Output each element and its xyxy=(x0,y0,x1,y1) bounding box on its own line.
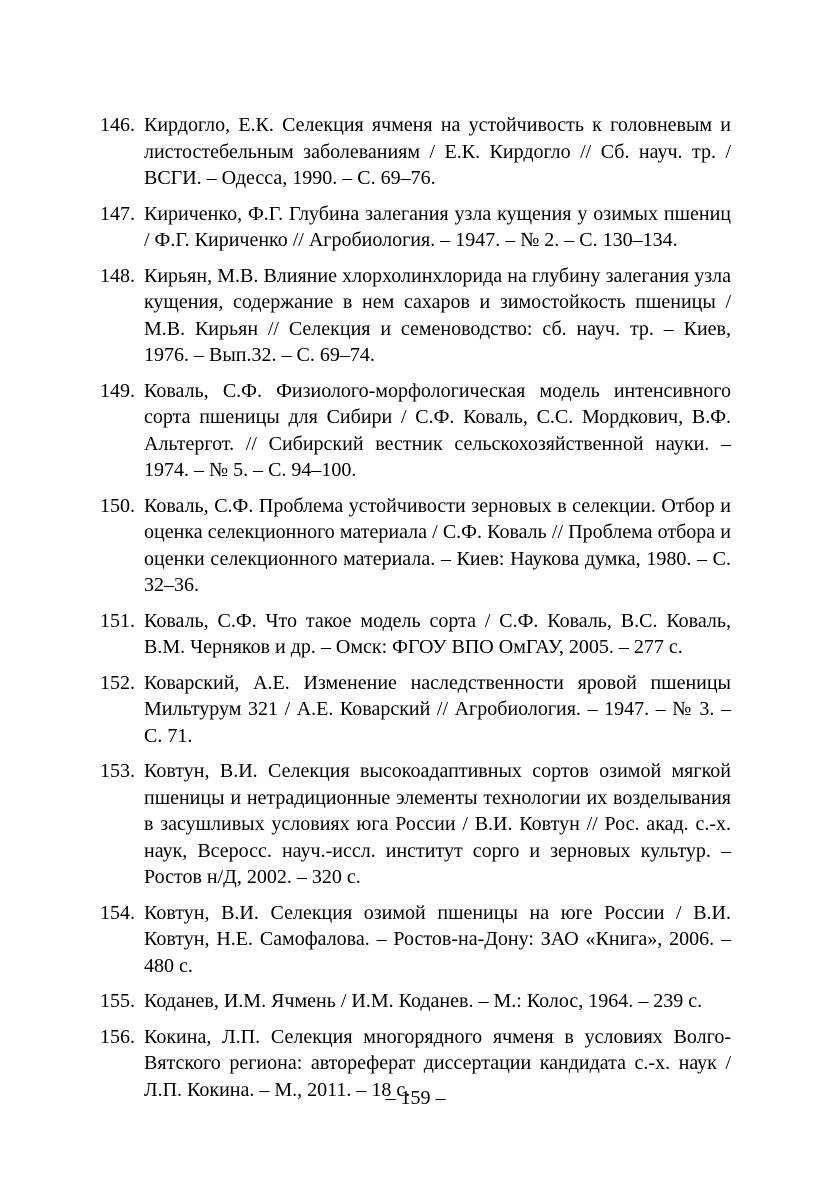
reference-item xyxy=(100,201,731,254)
reference-text: Ковтун, В.И. Селекция высокоадаптивных сортов озимой мягкой пшеницы и нетрадиционные элементы технологии их возделывания в засушливых условиях юга России / В.И. Ковтун // Рос. акад. с.-х. наук, Всеросс. науч.-иссл. институт сорго и зерновых культур. – Ростов н/Д, 2002. – 320 с. xyxy=(144,760,731,888)
reference-text: Коваль, С.Ф. Что такое модель сорта / С.Ф. Коваль, В.С. Коваль, В.М. Черняков и др. – Омск: ФГОУ ВПО ОмГАУ, 2005. – 277 с. xyxy=(144,609,731,658)
reference-text: Кирдогло, Е.К. Селекция ячменя на устойчивость к головневым и листостебельным заболеваниям / Е.К. Кирдогло // Сб. науч. тр. / ВСГИ. – Одесса, 1990. – С. 69–76. xyxy=(144,114,731,189)
reference-number: 150. xyxy=(100,494,135,517)
reference-text: Коваль, С.Ф. Физиолого-морфологическая модель интенсивного сорта пшеницы для Сибири / С.Ф. Коваль, С.С. Мордкович, В.Ф. Альтергот. // Сибирский вестник сельскохозяйственной науки. – 1974. – № 5. – С. 94–100. xyxy=(144,379,731,481)
reference-number: 156. xyxy=(100,1025,135,1048)
reference-item xyxy=(100,988,731,1015)
reference-item xyxy=(100,758,731,891)
reference-number: 152. xyxy=(100,671,135,694)
reference-text: Кокина, Л.П. Селекция многорядного ячменя в условиях Волго-Вятского региона: автореферат диссертации кандидата с.-х. наук / Л.П. Кокина. – М., 2011. – 18 с. xyxy=(144,1025,731,1101)
reference-item xyxy=(100,670,731,750)
reference-item xyxy=(100,263,731,369)
reference-number: 151. xyxy=(100,609,135,632)
reference-item xyxy=(100,378,731,484)
reference-item xyxy=(100,900,731,980)
reference-number: 149. xyxy=(100,379,135,402)
reference-item xyxy=(100,112,731,192)
reference-item xyxy=(100,608,731,661)
reference-text: Кириченко, Ф.Г. Глубина залегания узла кущения у озимых пшениц / Ф.Г. Кириченко // Агробиология. – 1947. – № 2. – С. 130–134. xyxy=(144,202,731,251)
reference-text: Коваль, С.Ф. Проблема устойчивости зерновых в селекции. Отбор и оценка селекционного материала / С.Ф. Коваль // Проблема отбора и оценки селекционного материала. – Киев: Наукова думка, 1980. – С. 32–36. xyxy=(144,494,731,596)
reference-list xyxy=(100,112,731,1112)
reference-number: 146. xyxy=(100,114,135,136)
reference-number: 155. xyxy=(100,990,135,1012)
page-number: – 159 – xyxy=(385,1087,446,1109)
reference-number: 154. xyxy=(100,901,135,924)
reference-text: Ковтун, В.И. Селекция озимой пшеницы на юге России / В.И. Ковтун, Н.Е. Самофалова. – Ростов-на-Дону: ЗАО «Книга», 2006. – 480 с. xyxy=(144,901,731,977)
reference-text: Коварский, А.Е. Изменение наследственности яровой пшеницы Мильтурум 321 / А.Е. Коварский // Агробиология. – 1947. – № 3. – С. 71. xyxy=(144,671,731,747)
reference-item xyxy=(100,493,731,599)
reference-number: 148. xyxy=(100,264,135,287)
reference-text: Кирьян, М.В. Влияние хлорхолинхлорида на глубину залегания узла кущения, содержание в нем сахаров и зимостойкость пшеницы / М.В. Кирьян // Селекция и семеноводство: сб. науч. тр. – Киев, 1976. – Вып.32. – С. 69–74. xyxy=(144,264,731,366)
reference-text: Коданев, И.М. Ячмень / И.М. Коданев. – М.: Колос, 1964. – 239 с. xyxy=(144,990,703,1012)
reference-number: 153. xyxy=(100,760,135,782)
reference-number: 147. xyxy=(100,202,135,225)
